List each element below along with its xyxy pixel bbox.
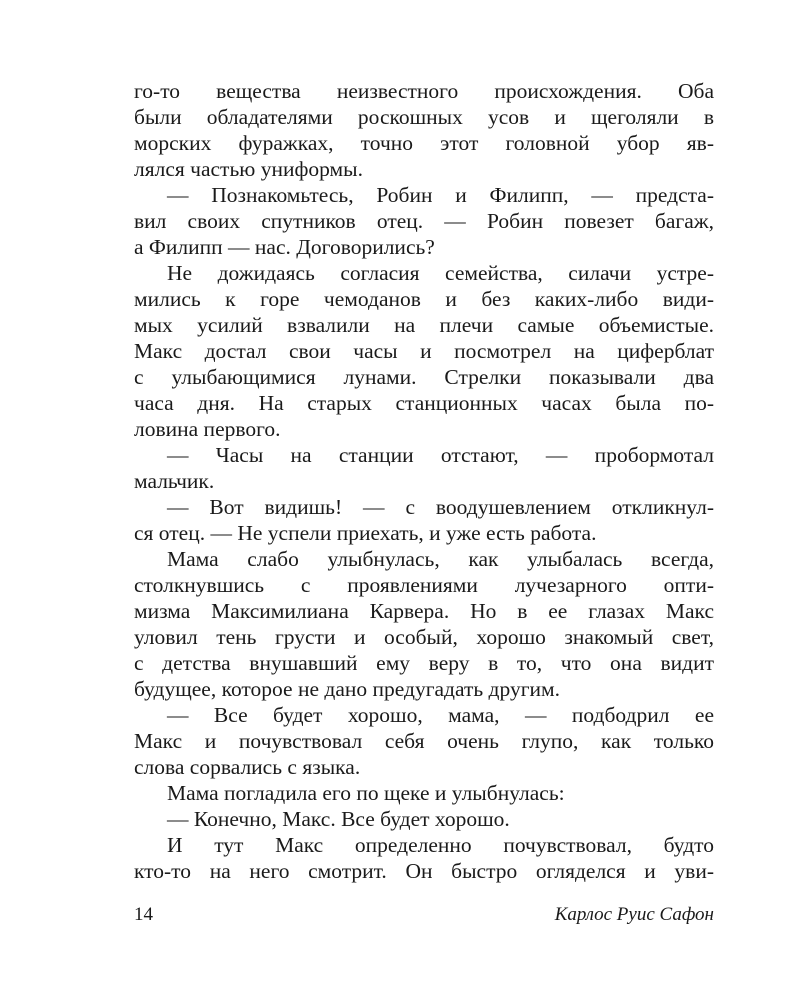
text-line: мых усилий взвалили на плечи самые объемистые. [134, 313, 714, 337]
text-line: были обладателями роскошных усов и щеголяли в [134, 105, 714, 129]
text-line: Макс достал свои часы и посмотрел на циферблат [134, 339, 714, 363]
page-footer [134, 902, 714, 928]
text-line: — Конечно, Макс. Все будет хорошо. [167, 807, 510, 831]
page-number: 14 [134, 904, 153, 925]
text-line: столкнувшись с проявлениями лучезарного опти- [134, 573, 714, 597]
text-line: мизма Максимилиана Карвера. Но в ее глазах Макс [134, 599, 714, 623]
text-line: Макс и почувствовал себя очень глупо, как только [134, 729, 714, 753]
text-line: лялся частью униформы. [134, 157, 363, 181]
text-line: вил своих спутников отец. — Робин повезет багаж, [134, 209, 714, 233]
text-line: ловина первого. [134, 417, 281, 441]
text-line: мальчик. [134, 469, 215, 493]
text-line: Не дожидаясь согласия семейства, силачи устре- [167, 261, 714, 285]
text-line: слова сорвались с языка. [134, 755, 361, 779]
text-line: ся отец. — Не успели приехать, и уже есть работа. [134, 521, 597, 545]
text-line: — Часы на станции отстают, — пробормотал [167, 443, 714, 467]
text-line: Мама погладила его по щеке и улыбнулась: [167, 781, 565, 805]
text-line: кто-то на него смотрит. Он быстро огляделся и уви- [134, 859, 714, 883]
text-line: — Познакомьтесь, Робин и Филипп, — предста- [167, 183, 714, 207]
page-body [134, 78, 714, 884]
body-text [134, 78, 714, 884]
running-author: Карлос Руис Сафон [554, 904, 714, 925]
text-line: а Филипп — нас. Договорились? [134, 235, 435, 259]
text-line: уловил тень грусти и особый, хорошо знакомый свет, [134, 625, 714, 649]
text-line: го-то вещества неизвестного происхождения. Оба [134, 79, 714, 103]
text-line: с детства внушавший ему веру в то, что она видит [134, 651, 714, 675]
text-line: мились к горе чемоданов и без каких-либо види- [134, 287, 714, 311]
text-line: с улыбающимися лунами. Стрелки показывали два [134, 365, 714, 389]
text-line: — Все будет хорошо, мама, — подбодрил ее [167, 703, 714, 727]
text-line: — Вот видишь! — с воодушевлением откликнул- [167, 495, 714, 519]
text-line: часа дня. На старых станционных часах была по- [134, 391, 714, 415]
text-line: будущее, которое не дано предугадать другим. [134, 677, 561, 701]
text-line: Мама слабо улыбнулась, как улыбалась всегда, [167, 547, 714, 571]
text-line: морских фуражках, точно этот головной убор яв- [134, 131, 714, 155]
text-line: И тут Макс определенно почувствовал, будто [167, 833, 714, 857]
